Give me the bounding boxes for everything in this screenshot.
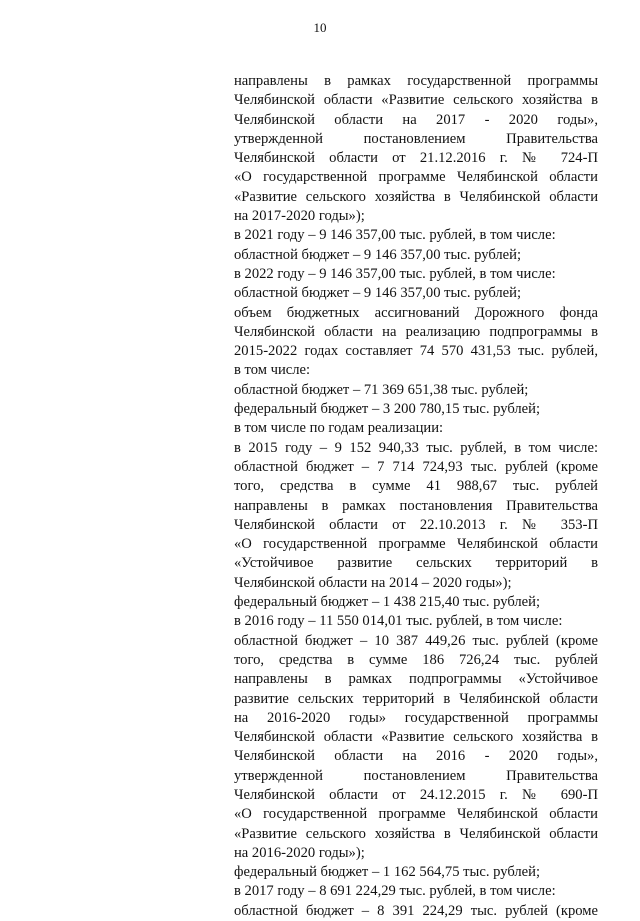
text-line: развитие сельских территорий в Челябинской области xyxy=(234,690,598,707)
text-line: Челябинской области от 24.12.2015 г. № 690-П xyxy=(234,786,598,803)
text-line: в 2016 году – 11 550 014,01 тыс. рублей, в том числе: xyxy=(234,613,563,630)
text-line: в том числе: xyxy=(234,362,311,379)
text-line: «Развитие сельского хозяйства в Челябинской области xyxy=(234,825,598,842)
page-number: 10 xyxy=(313,20,327,35)
text-line: Челябинской области на 2014 – 2020 годы»); xyxy=(234,574,512,591)
text-line: областной бюджет – 9 146 357,00 тыс. рублей; xyxy=(234,246,522,263)
text-line: на 2016-2020 годы» государственной программы xyxy=(234,709,598,726)
text-line: «Устойчивое развитие сельских территорий в xyxy=(234,555,598,572)
text-line: «О государственной программе Челябинской области xyxy=(234,806,598,823)
text-line: Челябинской области на реализацию подпрограммы в xyxy=(234,323,598,340)
text-line: в 2021 году – 9 146 357,00 тыс. рублей, в том числе: xyxy=(234,227,556,244)
text-line: на 2017-2020 годы»); xyxy=(234,208,365,225)
text-line: утвержденной постановлением Правительства xyxy=(234,130,598,147)
text-line: объем бюджетных ассигнований Дорожного фонда xyxy=(234,304,598,321)
text-line: утвержденной постановлением Правительства xyxy=(234,767,598,784)
text-line: Челябинской области от 22.10.2013 г. № 353-П xyxy=(234,516,598,533)
text-line: в том числе по годам реализации: xyxy=(234,420,444,437)
text-line: того, средства в сумме 186 726,24 тыс. рублей xyxy=(234,651,598,668)
text-line: на 2016-2020 годы»); xyxy=(234,844,365,861)
text-line: федеральный бюджет – 3 200 780,15 тыс. рублей; xyxy=(234,401,541,418)
document-body xyxy=(234,72,598,921)
text-line: областной бюджет – 71 369 651,38 тыс. рублей; xyxy=(234,381,529,398)
text-line: Челябинской области «Развитие сельского хозяйства в xyxy=(234,729,598,746)
text-line: федеральный бюджет – 1 162 564,75 тыс. рублей; xyxy=(234,864,541,881)
text-line: «О государственной программе Челябинской области xyxy=(234,536,598,553)
text-line: областной бюджет – 10 387 449,26 тыс. рублей (кроме xyxy=(234,632,598,649)
text-line: «О государственной программе Челябинской области xyxy=(234,169,598,186)
text-line: того, средства в сумме 41 988,67 тыс. рублей xyxy=(234,478,598,495)
text-line: направлены в рамках постановления Правительства xyxy=(234,497,598,514)
text-line: Челябинской области на 2017 - 2020 годы», xyxy=(234,111,598,128)
text-line: Челябинской области на 2016 - 2020 годы», xyxy=(234,748,598,765)
text-line: Челябинской области от 21.12.2016 г. № 724-П xyxy=(234,150,598,167)
text-line: в 2017 году – 8 691 224,29 тыс. рублей, в том числе: xyxy=(234,883,556,900)
text-line: «Развитие сельского хозяйства в Челябинской области xyxy=(234,188,598,205)
text-line: федеральный бюджет – 1 438 215,40 тыс. рублей; xyxy=(234,594,541,611)
text-line: областной бюджет – 9 146 357,00 тыс. рублей; xyxy=(234,285,522,302)
text-line: направлены в рамках подпрограммы «Устойчивое xyxy=(234,671,598,688)
text-line: в 2015 году – 9 152 940,33 тыс. рублей, в том числе: xyxy=(234,439,598,456)
text-line: областной бюджет – 7 714 724,93 тыс. рублей (кроме xyxy=(234,458,598,475)
text-line: в 2022 году – 9 146 357,00 тыс. рублей, в том числе: xyxy=(234,265,556,282)
text-line: областной бюджет – 8 391 224,29 тыс. рублей (кроме xyxy=(234,902,598,919)
text-line: 2015-2022 годах составляет 74 570 431,53 тыс. рублей, xyxy=(234,343,598,360)
text-line: направлены в рамках государственной программы xyxy=(234,73,598,89)
text-line: Челябинской области «Развитие сельского хозяйства в xyxy=(234,92,598,109)
